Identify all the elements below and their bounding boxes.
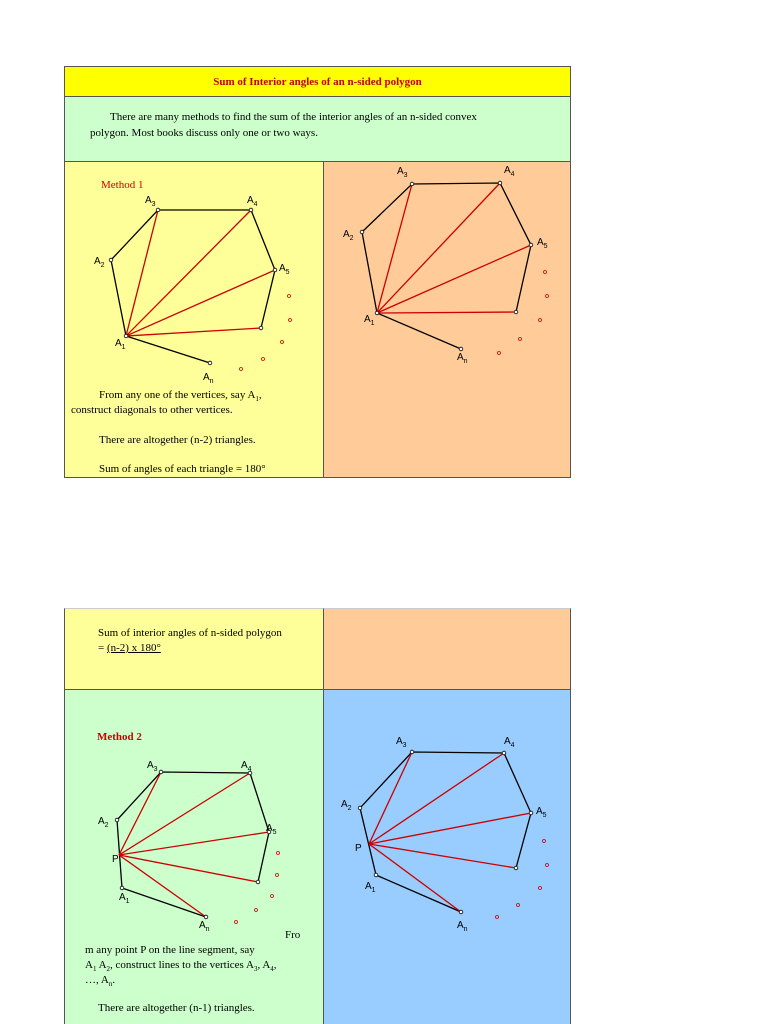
svg-text:An: $A_n$ (203, 372, 214, 385)
method2-text-line-1: m any point P on the line segment, say (85, 944, 255, 956)
summary-formula: (n-2) x 180° (106, 642, 161, 654)
method1-figure-cell (324, 162, 571, 478)
svg-text:A2: $A_2$ (94, 256, 105, 269)
intro-line-2: polygon. Most books discuss only one or two ways. (90, 127, 318, 139)
svg-text:A5: $A_5$ (537, 237, 548, 250)
method2-text-fro: Fro (285, 929, 301, 941)
method1-heading: Method 1 (101, 179, 144, 191)
svg-text:A4: $A_4$ (247, 195, 258, 208)
svg-text:A3: $A_3$ (397, 166, 408, 179)
svg-text:A3: $A_3$ (147, 760, 158, 773)
method1-large-vertex-labels (343, 165, 548, 365)
svg-text:A1: $A_1$ (364, 314, 375, 327)
page-title-text: Sum of Interior angles of an n-sided polygon (213, 75, 422, 88)
svg-text:A5: $A_5$ (536, 806, 547, 819)
svg-text:A2: $A_2$ (341, 799, 352, 812)
svg-text:A4: $A_4$ (504, 736, 515, 749)
method1-text-1: From any one of the vertices, say $A_1$, (99, 389, 262, 404)
method2-polygon-figure (65, 690, 325, 933)
summary-cell (64, 608, 324, 690)
svg-text:A4: $A_4$ (504, 165, 515, 178)
svg-text:A1: $A_1$ (115, 338, 126, 351)
method2-text-line-3: …, $A_n$. (85, 974, 116, 989)
svg-text:A2: $A_2$ (343, 229, 354, 242)
svg-text:A3: $A_3$ (145, 195, 156, 208)
method2-vertex-labels (98, 760, 277, 933)
method2-heading: Method 2 (97, 731, 142, 743)
method2-large-polygon-figure (324, 690, 571, 940)
svg-text:P: P (355, 843, 362, 854)
svg-text:A5: $A_5$ (266, 823, 277, 836)
intro-cell (64, 97, 571, 162)
method1-polygon-figure (65, 162, 325, 392)
method2-text-line-4: There are altogether (n-1) triangles. (98, 1002, 255, 1014)
svg-text:A1: $A_1$ (119, 892, 130, 905)
method2-cell (64, 690, 324, 1024)
svg-text:A3: $A_3$ (396, 736, 407, 749)
method1-text-2: There are altogether (n-2) triangles. (99, 434, 256, 446)
method1-large-polygon-figure (324, 162, 571, 392)
svg-text:A4: $A_4$ (241, 760, 252, 773)
method1-cell (64, 162, 324, 478)
method1-text-1b: construct diagonals to other vertices. (71, 404, 233, 416)
method2-text-line-2: $A_1$ $A_2$, construct lines to the vertices $A_3$, $A_4$, (85, 959, 277, 974)
svg-text:An: $A_n$ (457, 920, 468, 933)
intro-line-1: There are many methods to find the sum of the interior angles of an n-sided convex (110, 111, 477, 123)
svg-text:A1: $A_1$ (365, 881, 376, 894)
svg-text:An: $A_n$ (199, 920, 210, 933)
summary-line-2: = (n-2) x 180° (98, 642, 161, 654)
method2-large-vertex-labels (341, 736, 547, 933)
svg-text:A2: $A_2$ (98, 816, 109, 829)
summary-right-cell (324, 608, 571, 690)
summary-line-1: Sum of interior angles of n-sided polygon (98, 627, 282, 639)
svg-text:P: P (112, 854, 119, 865)
page-title (64, 66, 571, 97)
svg-text:An: $A_n$ (457, 352, 468, 365)
method2-figure-cell (324, 690, 571, 1024)
svg-text:A5: $A_5$ (279, 263, 290, 276)
method1-text-3: Sum of angles of each triangle = 180° (99, 463, 266, 475)
